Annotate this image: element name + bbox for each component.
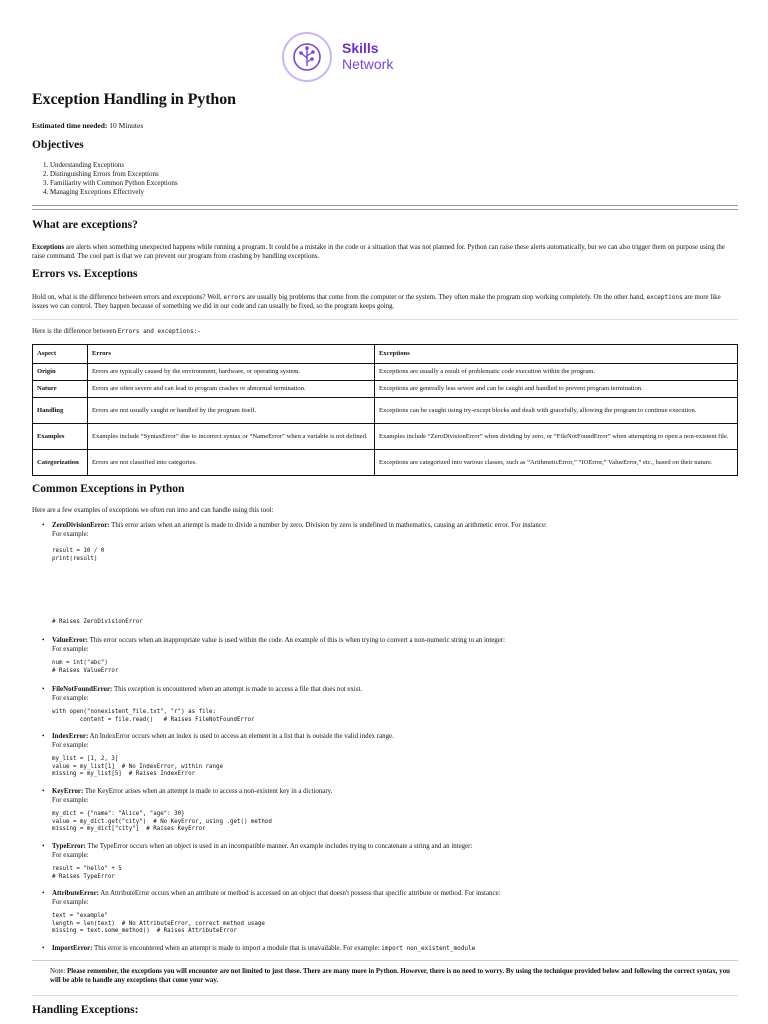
table-cell: Errors are not usually caught or handled by the program itself. (88, 398, 375, 424)
table-cell: Origin (33, 364, 88, 381)
difference-intro (32, 327, 201, 336)
table-cell: Examples include “ZeroDivisionError” when dividing by zero, or “FileNotFoundError” when attempting to open a non-existent file. (375, 424, 738, 450)
errors-vs-exceptions-heading: Errors vs. Exceptions (32, 268, 138, 280)
skills-network-logo (282, 30, 452, 88)
bullet-icon: • (42, 685, 45, 693)
exception-desc: This error arises when an attempt is made to divide a number by zero. Division by zero is undefined in mathematics, causing an arithmetic error. For instance: (109, 522, 547, 529)
code-block: text = "example" length = len(text) # No AttributeError, correct method usage missing = text.some_method() # Raises AttributeError (52, 913, 265, 934)
objectives-list (32, 161, 178, 197)
table-cell: Errors are often severe and can lead to program crashes or abnormal termination. (88, 381, 375, 398)
logo-line-2: Network (342, 56, 394, 72)
errors-vs-exceptions-paragraph (32, 293, 738, 311)
code-block: result = 10 / 0 print(result) (52, 548, 105, 562)
text-b: are usually big problems that come from the computer or the system. They often make the program stop working completely. On the other hand, (245, 294, 647, 301)
exception-name: ZeroDivisionError: (52, 522, 110, 529)
divider (32, 205, 738, 206)
table-cell: Categorization (33, 450, 88, 476)
estimated-time (32, 121, 143, 130)
table-cell: Errors are typically caused by the environment, hardware, or operating system. (88, 364, 375, 381)
note-paragraph (50, 967, 740, 985)
objective-item: 1. Understanding Exceptions (50, 161, 178, 170)
objectives-heading: Objectives (32, 139, 84, 151)
table-row (33, 424, 738, 450)
code-block: num = int("abc") # Raises ValueError (52, 660, 119, 674)
for-example-label: For example: (52, 852, 89, 859)
divider (32, 319, 738, 320)
exception-desc: This error is encountered when an attempt is made to import a module that is unavailable. For example: (92, 945, 382, 952)
objective-item: 2. Distinguishing Errors from Exceptions (50, 170, 178, 179)
for-example-label: For example: (52, 797, 89, 804)
for-example-label: For example: (52, 742, 89, 749)
table-cell: Exceptions are usually a result of problematic code execution within the program. (375, 364, 738, 381)
divider (32, 995, 738, 996)
what-are-exceptions-paragraph (32, 243, 738, 261)
exception-desc: This exception is encountered when an attempt is made to access a file that does not exist. (112, 686, 363, 693)
for-example-label: For example: (52, 899, 89, 906)
diff-text: Here is the difference between (32, 328, 118, 335)
code-errors: errors (223, 294, 246, 301)
table-cell: Exceptions are categorized into various classes, such as “ArithmeticError,” “IOError,” ValueError,” etc., based on their nature. (375, 450, 738, 476)
exception-name: FileNotFoundError: (52, 686, 113, 693)
for-example-label: For example: (52, 646, 89, 653)
handling-exceptions-heading: Handling Exceptions: (32, 1004, 139, 1016)
table-cell: Nature (33, 381, 88, 398)
what-are-exceptions-heading: What are exceptions? (32, 219, 138, 231)
exception-name: IndexError: (52, 733, 89, 740)
table-header: Exceptions (375, 345, 738, 364)
text-c: are more like issues we can control. They happen because of something we did in our code and can usually be fixed, so the program keeps going. (32, 294, 721, 310)
code-exceptions: exceptions (646, 294, 683, 301)
table-row (33, 364, 738, 381)
divider (32, 960, 738, 961)
table-cell: Examples (33, 424, 88, 450)
note-prefix: Note: (50, 968, 68, 975)
exception-desc: The KeyError arises when an attempt is made to access a non-existent key in a dictionary. (83, 788, 333, 795)
for-example-label: For example: (52, 531, 89, 538)
divider (32, 209, 738, 210)
bullet-icon: • (42, 521, 45, 529)
for-example-label: For example: (52, 695, 89, 702)
skills-network-logo-icon (282, 32, 332, 82)
exception-desc: The TypeError occurs when an object is used in an incompatible manner. An example includes trying to concatenate a string and an integer: (85, 843, 473, 850)
table-cell: Examples include “SyntaxError” due to incorrect syntax or “NameError” when a variable is not defined. (88, 424, 375, 450)
exception-name: ImportError: (52, 945, 93, 952)
table-header: Errors (88, 345, 375, 364)
table-row (33, 398, 738, 424)
objective-item: 3. Familiarity with Common Python Exceptions (50, 179, 178, 188)
page-title: Exception Handling in Python (32, 91, 236, 108)
code-block: my_list = [1, 2, 3] value = my_list[1] # No IndexError, within range missing = my_list[5] # Raises IndexError (52, 756, 224, 777)
bullet-icon: • (42, 944, 45, 952)
text-a: Hold on, what is the difference between errors and exceptions? Well, (32, 294, 224, 301)
objective-item: 4. Managing Exceptions Effectively (50, 188, 178, 197)
bullet-icon: • (42, 842, 45, 850)
table-header: Aspect (33, 345, 88, 364)
table-cell: Handling (33, 398, 88, 424)
code-block: my_dict = {"name": "Alice", "age": 30} value = my_dict.get("city") # No KeyError, using .get() method missing = my_dict["city"] # Raises KeyError (52, 811, 272, 832)
exception-desc: An IndexError occurs when an index is used to access an element in a list that is outside the valid index range. (88, 733, 394, 740)
table-cell: Exceptions are generally less severe and can be caught and handled to prevent program termination. (375, 381, 738, 398)
bullet-icon: • (42, 636, 45, 644)
bullet-icon: • (42, 889, 45, 897)
code-block: result = "hello" + 5 # Raises TypeError (52, 866, 122, 880)
table-row (33, 450, 738, 476)
exception-name: AttributeError: (52, 890, 99, 897)
exception-name: TypeError: (52, 843, 86, 850)
exception-name: KeyError: (52, 788, 84, 795)
code-block: # Raises ZeroDivisionError (52, 619, 143, 625)
estimated-time-label: Estimated time needed: (32, 121, 108, 130)
table-header-row (33, 345, 738, 364)
bullet-icon: • (42, 787, 45, 795)
exception-name: ValueError: (52, 637, 88, 644)
inline-code: import non_existent_module (381, 945, 476, 952)
note-bold: Please remember, the exceptions you will encounter are not limited to just these. There are many more in Python. However, there is no need to worry. By using the technique provided below and following the correct syntax, you will be able to handle any exceptions that come your way. (50, 968, 730, 984)
table-cell: Exceptions can be caught using try-except blocks and dealt with gracefully, allowing the program to continue execution. (375, 398, 738, 424)
bullet-icon: • (42, 732, 45, 740)
exception-desc: This error occurs when an inappropriate value is used within the code. An example of this is when trying to convert a non-numeric string to an integer: (87, 637, 506, 644)
exception-desc: An AttributeError occurs when an attribute or method is accessed on an object that doesn't possess that specific attribute or method. For instance: (98, 890, 501, 897)
skills-network-wordmark (342, 40, 393, 72)
table-row (33, 381, 738, 398)
common-exceptions-heading: Common Exceptions in Python (32, 483, 185, 495)
exceptions-term: Exceptions (32, 244, 65, 251)
errors-vs-exceptions-table (32, 344, 738, 476)
what-text: are alerts when something unexpected happens while running a program. It could be a mistake in the code or a situation that was not planned for. Python can raise these alerts automatically, but we can also trigger them on purpose using the raise command. The cool part is that we can prevent our program from crashing by handling exceptions. (32, 244, 725, 260)
code-block: with open("nonexistent_file.txt", "r") as file: content = file.read() # Raises FileNotFoundError (52, 709, 255, 723)
diff-code: Errors and exceptions:- (117, 328, 201, 335)
logo-line-1: Skills (342, 40, 379, 56)
common-exceptions-intro: Here are a few examples of exceptions we often run into and can handle using this tool: (32, 507, 274, 514)
estimated-time-value: 10 Minutes (107, 121, 144, 130)
table-cell: Errors are not classified into categories. (88, 450, 375, 476)
